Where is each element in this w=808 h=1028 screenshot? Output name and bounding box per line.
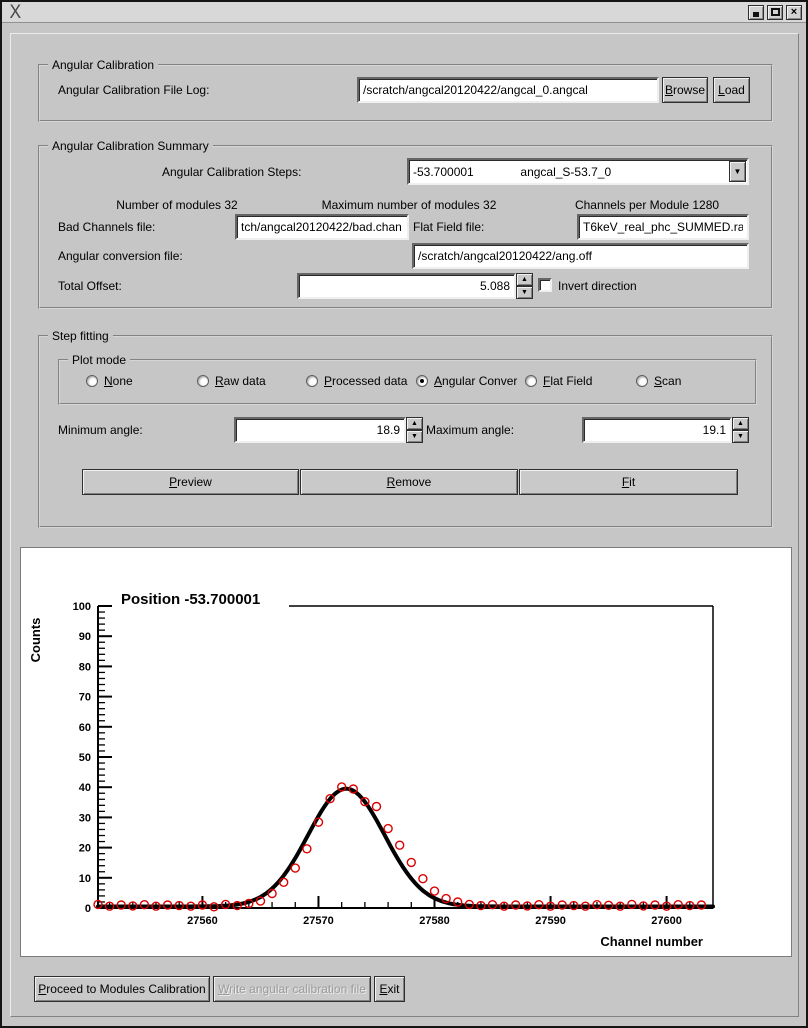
close-icon: × bbox=[790, 5, 798, 18]
spin-down-button[interactable] bbox=[516, 286, 533, 299]
minimize-icon bbox=[753, 12, 759, 17]
chevron-down-icon: ▼ bbox=[733, 167, 742, 176]
angular-conversion-input[interactable] bbox=[412, 243, 749, 269]
radio-icon bbox=[525, 375, 537, 387]
radio-icon bbox=[86, 375, 98, 387]
file-log-label: Angular Calibration File Log: bbox=[58, 83, 210, 97]
channels-per-module-label: Channels per Module 1280 bbox=[574, 198, 720, 212]
preview-button[interactable]: Preview bbox=[82, 469, 299, 495]
svg-text:27570: 27570 bbox=[303, 915, 334, 927]
radio-plot-mode-processed-data[interactable]: Processed data bbox=[306, 374, 407, 388]
spin-down-icon: ▼ bbox=[411, 433, 418, 440]
invert-direction-label: Invert direction bbox=[558, 279, 637, 293]
angular-conversion-label: Angular conversion file: bbox=[58, 249, 183, 263]
titlebar[interactable] bbox=[2, 2, 806, 23]
svg-text:27590: 27590 bbox=[535, 915, 566, 927]
exit-button[interactable]: Exit bbox=[374, 976, 405, 1002]
browse-button[interactable]: Browse bbox=[662, 77, 708, 103]
radio-plot-mode-raw-data[interactable]: Raw data bbox=[197, 374, 266, 388]
fit-button[interactable]: Fit bbox=[519, 469, 738, 495]
step-plot-panel bbox=[20, 547, 792, 957]
bad-channels-input[interactable] bbox=[235, 214, 409, 240]
maximize-icon bbox=[771, 8, 780, 16]
min-angle-input[interactable] bbox=[234, 417, 406, 443]
group-title: Step fitting bbox=[48, 329, 113, 343]
bad-channels-label: Bad Channels file: bbox=[58, 220, 156, 234]
svg-text:Counts: Counts bbox=[28, 617, 43, 663]
radio-icon bbox=[636, 375, 648, 387]
app-icon: X bbox=[9, 1, 22, 23]
svg-text:90: 90 bbox=[78, 631, 91, 644]
svg-text:Channel number: Channel number bbox=[600, 934, 703, 949]
close-button[interactable] bbox=[786, 5, 802, 20]
load-button[interactable]: Load bbox=[713, 77, 750, 103]
spin-up-button[interactable] bbox=[732, 417, 749, 430]
min-angle-label: Minimum angle: bbox=[58, 423, 143, 437]
max-angle-input[interactable] bbox=[582, 417, 732, 443]
max-angle-label: Maximum angle: bbox=[426, 423, 515, 437]
svg-text:0: 0 bbox=[84, 903, 91, 915]
svg-text:27580: 27580 bbox=[419, 915, 450, 927]
steps-combobox-button[interactable] bbox=[729, 161, 746, 182]
total-offset-input[interactable] bbox=[297, 273, 516, 299]
radio-icon bbox=[306, 375, 318, 387]
total-offset-stepper bbox=[516, 273, 533, 299]
svg-text:80: 80 bbox=[78, 661, 91, 674]
titlebar-buttons bbox=[748, 5, 802, 20]
svg-text:10: 10 bbox=[78, 872, 91, 885]
svg-text:30: 30 bbox=[78, 812, 91, 825]
radio-icon bbox=[197, 375, 209, 387]
min-angle-stepper bbox=[406, 417, 423, 443]
flat-field-label: Flat Field file: bbox=[413, 220, 485, 234]
max-modules-label: Maximum number of modules 32 bbox=[321, 198, 497, 212]
spin-up-icon: ▲ bbox=[411, 420, 418, 427]
radio-plot-mode-angular-conversion[interactable]: Angular Conver bbox=[416, 374, 517, 388]
remove-button[interactable]: Remove bbox=[300, 469, 518, 495]
group-title: Angular Calibration bbox=[48, 58, 158, 72]
svg-text:Position -53.700001: Position -53.700001 bbox=[121, 591, 261, 608]
steps-label: Angular Calibration Steps: bbox=[162, 165, 302, 179]
spin-up-button[interactable] bbox=[406, 417, 423, 430]
radio-plot-mode-flat-field[interactable]: Flat Field bbox=[525, 374, 592, 388]
spin-down-button[interactable] bbox=[732, 430, 749, 443]
flat-field-input[interactable] bbox=[577, 214, 749, 240]
svg-text:60: 60 bbox=[78, 721, 91, 734]
spin-down-icon: ▼ bbox=[521, 289, 528, 296]
radio-icon bbox=[416, 375, 428, 387]
svg-text:20: 20 bbox=[78, 842, 91, 855]
steps-combobox-input[interactable] bbox=[407, 158, 749, 185]
max-angle-stepper bbox=[732, 417, 749, 443]
spin-down-button[interactable] bbox=[406, 430, 423, 443]
total-offset-label: Total Offset: bbox=[58, 279, 122, 293]
svg-text:27600: 27600 bbox=[651, 915, 682, 927]
svg-text:27560: 27560 bbox=[187, 915, 218, 927]
minimize-button[interactable] bbox=[748, 5, 764, 20]
svg-text:50: 50 bbox=[78, 752, 91, 764]
invert-direction-checkbox[interactable] bbox=[538, 278, 552, 292]
svg-text:70: 70 bbox=[78, 691, 91, 704]
file-log-input[interactable] bbox=[357, 77, 659, 103]
step-plot-svg bbox=[21, 548, 791, 956]
group-title: Plot mode bbox=[68, 353, 130, 367]
group-title: Angular Calibration Summary bbox=[48, 139, 213, 153]
radio-plot-mode-none[interactable]: None bbox=[86, 374, 133, 388]
spin-up-button[interactable] bbox=[516, 273, 533, 286]
spin-up-icon: ▲ bbox=[521, 276, 528, 283]
svg-text:100: 100 bbox=[72, 601, 91, 613]
maximize-button[interactable] bbox=[767, 5, 783, 20]
write-angular-calibration-button: Write angular calibration file bbox=[213, 976, 371, 1002]
proceed-modules-calibration-button[interactable]: Proceed to Modules Calibration bbox=[34, 976, 210, 1002]
spin-down-icon: ▼ bbox=[737, 433, 744, 440]
radio-plot-mode-scan[interactable]: Scan bbox=[636, 374, 681, 388]
num-modules-label: Number of modules 32 bbox=[116, 198, 238, 212]
svg-text:40: 40 bbox=[78, 782, 91, 795]
spin-up-icon: ▲ bbox=[737, 420, 744, 427]
